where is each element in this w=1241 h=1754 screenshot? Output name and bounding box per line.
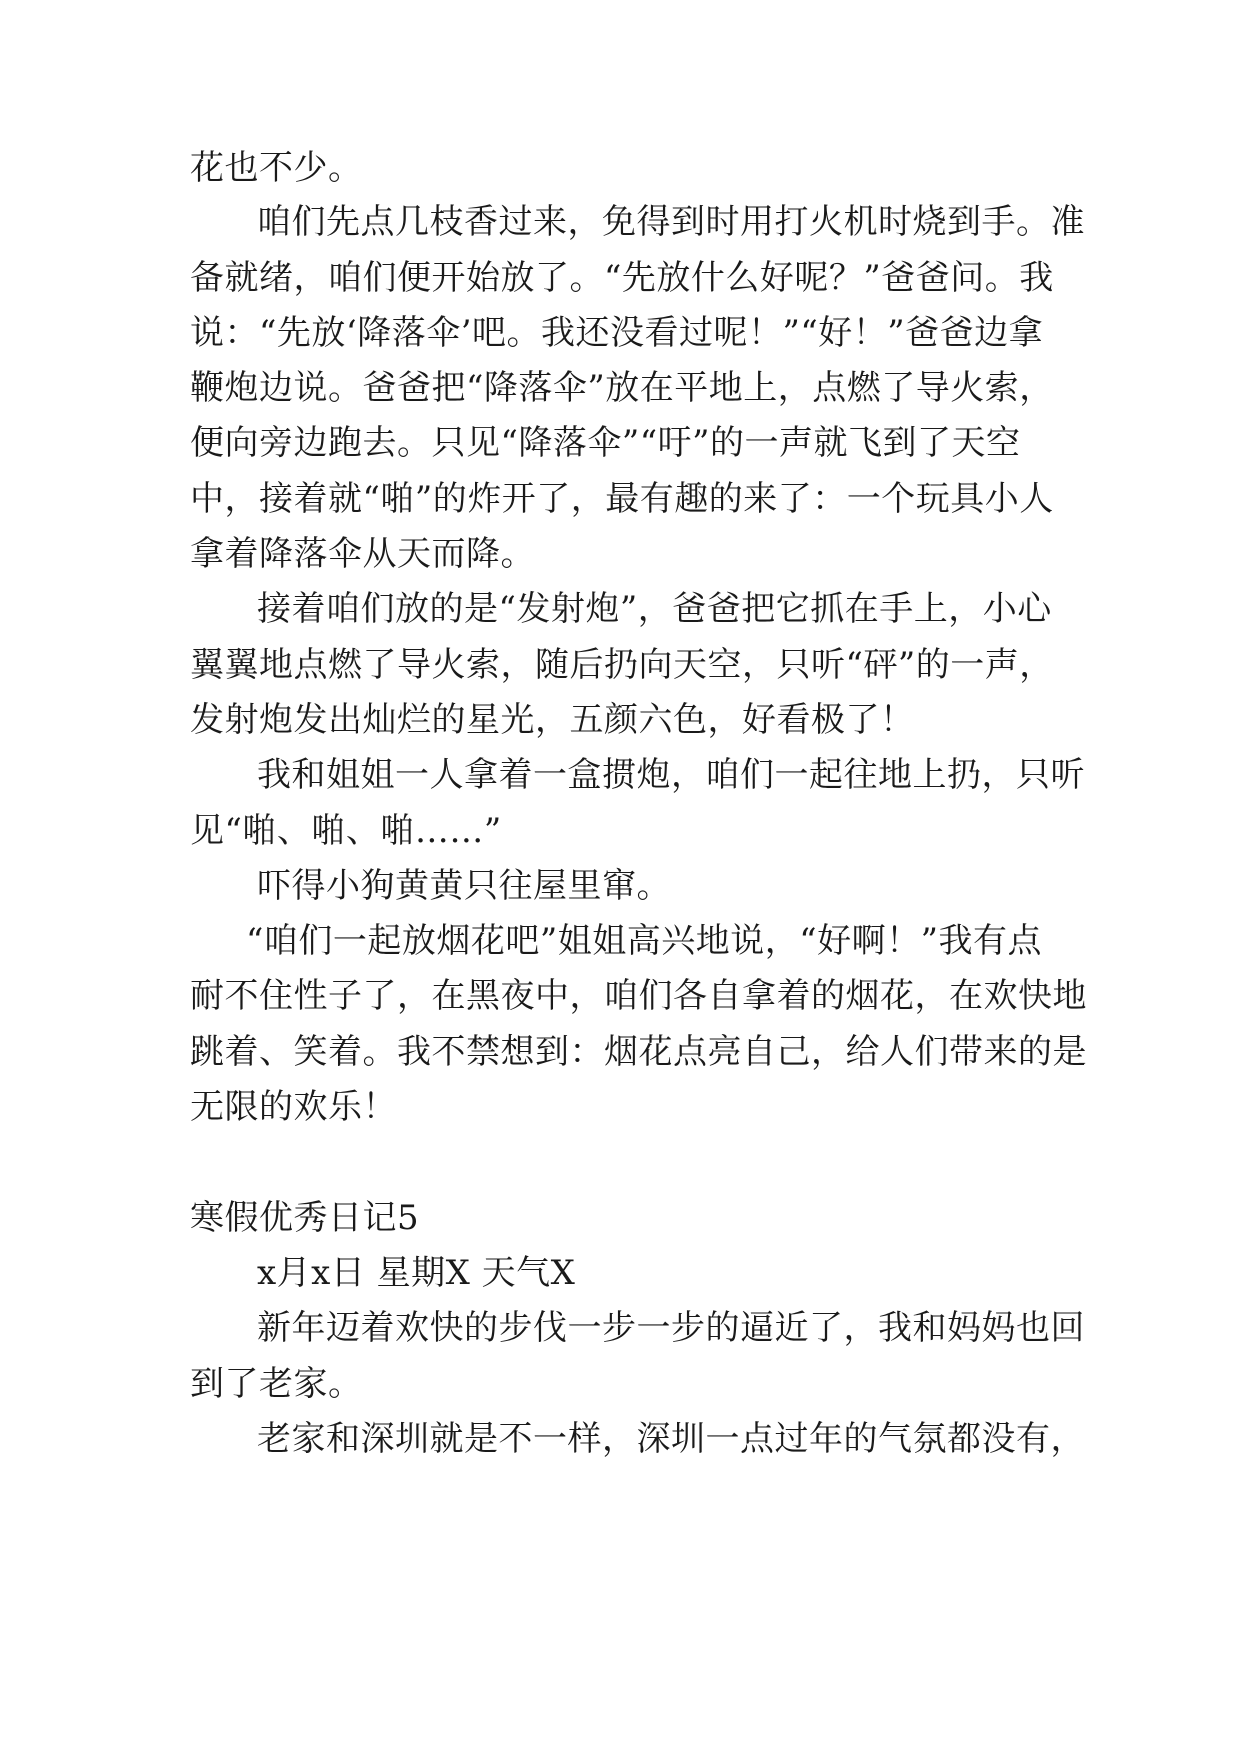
text-line: 便向旁边跑去。只见“降落伞”“吁”的一声就飞到了天空 <box>190 423 1021 463</box>
section-title: 寒假优秀日记5 <box>190 1198 420 1238</box>
text-line: 鞭炮边说。爸爸把“降落伞”放在平地上，点燃了导火索， <box>190 368 1054 408</box>
text-line: 发射炮发出灿烂的星光，五颜六色，好看极了！ <box>190 700 915 740</box>
text-line: 吓得小狗黄黄只往屋里窜。 <box>257 866 671 906</box>
text-line: 接着咱们放的是“发射炮”，爸爸把它抓在手上，小心 <box>257 589 1052 629</box>
text-line: 新年迈着欢快的步伐一步一步的逼近了，我和妈妈也回 <box>257 1308 1085 1348</box>
text-line: 见“啪、啪、啪……” <box>190 811 502 851</box>
text-line: 老家和深圳就是不一样，深圳一点过年的气氛都没有， <box>257 1419 1085 1459</box>
text-line: 耐不住性子了，在黑夜中，咱们各自拿着的烟花，在欢快地 <box>190 976 1087 1016</box>
text-line: 说：“先放‘降落伞’吧。我还没看过呢！”“好！”爸爸边拿 <box>190 313 1044 353</box>
text-line: 翼翼地点燃了导火索，随后扔向天空，只听“砰”的一声， <box>190 645 1054 685</box>
text-line: “咱们一起放烟花吧”姐姐高兴地说，“好啊！”我有点 <box>246 921 1043 961</box>
text-line: 我和姐姐一人拿着一盒掼炮，咱们一起往地上扔，只听 <box>257 755 1085 795</box>
text-line: 花也不少。 <box>190 148 363 188</box>
text-line: 到了老家。 <box>190 1364 363 1404</box>
text-line: 备就绪，咱们便开始放了。“先放什么好呢？”爸爸问。我 <box>190 258 1054 298</box>
text-line: 跳着、笑着。我不禁想到：烟花点亮自己，给人们带来的是 <box>190 1032 1087 1072</box>
text-line: 中，接着就“啪”的炸开了，最有趣的来了：一个玩具小人 <box>190 479 1054 519</box>
text-line: 无限的欢乐！ <box>190 1087 397 1127</box>
text-line: 拿着降落伞从天而降。 <box>190 534 535 574</box>
text-line: 咱们先点几枝香过来，免得到时用打火机时烧到手。准 <box>257 202 1085 242</box>
date-line: x月x日 星期X 天气X <box>257 1253 576 1293</box>
